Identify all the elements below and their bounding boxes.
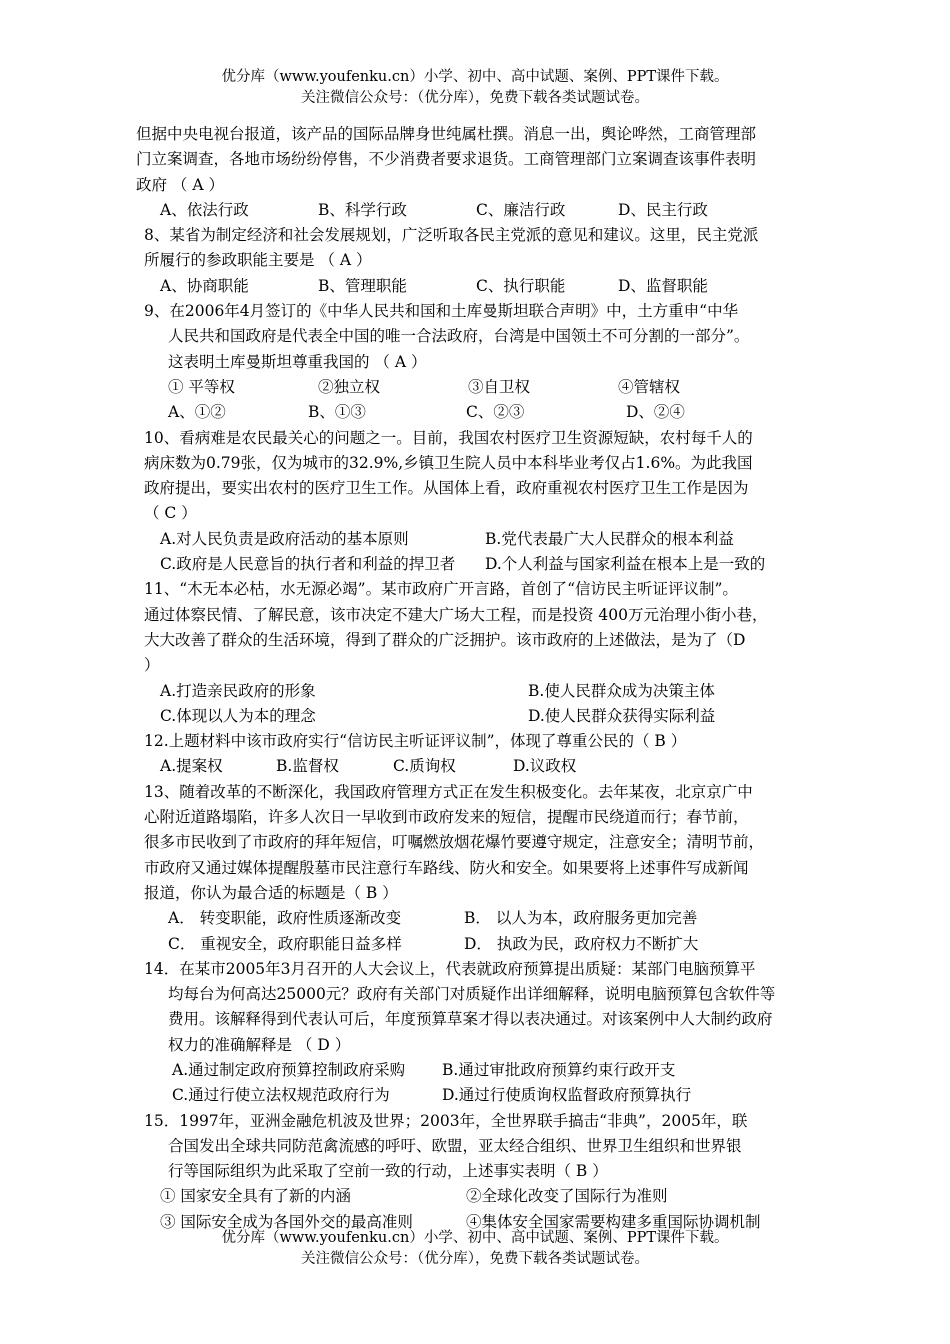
option-b: B、①③ — [308, 403, 366, 422]
header-line-1: 优分库（www.youfenku.cn）小学、初中、高中试题、案例、PPT课件下载。 — [221, 69, 729, 85]
items-row — [144, 375, 816, 400]
option-b: B.监督权 — [276, 757, 339, 776]
option-c: C． 重视安全，政府职能日益多样 — [168, 934, 402, 953]
question-text: 均每台为何高达25000元？政府有关部门对质疑作出详细解释，说明电脑预算包含软件等 — [168, 985, 776, 1004]
question-text: 政府提出，要实出农村的医疗卫生工作。从国体上看，政府重视农村医疗卫生工作是因为 — [144, 479, 749, 498]
question-text: 这表明土库曼斯坦尊重我国的 （ A ） — [168, 352, 427, 371]
option-b: B.通过审批政府预算约束行政开支 — [442, 1060, 676, 1079]
question-text: 合国发出全球共同防范禽流感的呼吁、欧盟，亚太经合组织、世界卫生组织和世界银 — [168, 1136, 742, 1155]
question-text: 门立案调查，各地市场纷纷停售，不少消费者要求退货。工商管理部门立案调查该事件表明 — [136, 150, 757, 169]
question-text: 大大改善了群众的生活环境，得到了群众的广泛拥护。该市政府的上述做法，是为了（D — [144, 630, 746, 649]
option-a: A、协商职能 — [160, 276, 249, 295]
options-row — [144, 704, 816, 729]
option-d: D． 执政为民，政府权力不断扩大 — [464, 934, 699, 953]
option-d: D.议政权 — [513, 757, 577, 776]
options-row — [144, 400, 816, 425]
question-text: 政府 （ A ） — [136, 175, 224, 194]
question-text: 但据中央电视台报道，该产品的国际品牌身世纯属杜撰。消息一出，舆论哗然，工商管理部 — [136, 125, 757, 143]
item-2: ②全球化改变了国际行为准则 — [466, 1187, 668, 1206]
option-a: A、①② — [168, 403, 226, 422]
option-a: A.对人民负责是政府活动的基本原则 — [160, 529, 409, 548]
question-8 — [144, 223, 816, 299]
question-text: 市政府又通过媒体提醒殷墓市民注意行车路线、防火和安全。如果要将上述事件写成新闻 — [144, 858, 749, 877]
options-row — [144, 906, 816, 931]
header-line-2: 关注微信公众号：（优分库），免费下载各类试题试卷。 — [301, 90, 649, 106]
question-text: 13、随着改革的不断深化，我国政府管理方式正在发生积极变化。去年某夜，北京京广中 — [144, 782, 753, 801]
question-text: 病床数为0.79张，仅为城市的32.9%,乡镇卫生院人员中本科毕业考仅占1.6%。为此我国 — [144, 453, 753, 472]
option-c: C、执行职能 — [476, 276, 566, 295]
question-9 — [144, 299, 816, 425]
option-b: B、管理职能 — [318, 276, 407, 295]
question-text: 8、某省为制定经济和社会发展规划，广泛听取各民主党派的意见和建议。这里，民主党派 — [144, 226, 759, 245]
question-11 — [144, 577, 816, 729]
options-row — [136, 198, 816, 223]
options-row — [144, 552, 816, 577]
option-a: A． 转变职能，政府性质逐渐改变 — [168, 909, 402, 928]
options-row — [144, 274, 816, 299]
item-1: ① 国家安全具有了新的内涵 — [160, 1187, 351, 1206]
option-d: D.通过行使质询权监督政府预算执行 — [442, 1086, 692, 1105]
question-text: 费用。该解释得到代表认可后，年度预算草案才得以表决通过。对该案例中人大制约政府 — [168, 1010, 773, 1029]
question-text: 15．1997年，亚洲金融危机波及世界；2003年，全世界联手搞击“非典”，2005年，联 — [144, 1111, 748, 1130]
option-c: C、②③ — [466, 403, 525, 422]
question-text: 10、看病难是农民最关心的问题之一。目前，我国农村医疗卫生资源短缺，农村每千人的 — [144, 428, 753, 447]
option-a: A.提案权 — [160, 757, 223, 776]
options-row — [144, 932, 816, 957]
question-12 — [144, 729, 816, 780]
question-text: 报道，你认为最合适的标题是（ B ） — [144, 883, 398, 902]
item-3: ③ 国际安全成为各国外交的最高准则 — [160, 1212, 413, 1231]
exam-content — [136, 122, 816, 1235]
question-text: 通过体察民情、了解民意，该市决定不建大广场大工程，而是投资 400万元治理小街小巷， — [144, 605, 768, 624]
question-15 — [144, 1109, 816, 1235]
item-4: ④集体安全国家需要构建多重国际协调机制 — [466, 1212, 761, 1231]
question-text: 12.上题材料中该市政府实行“信访民主听证评议制”，体现了尊重公民的（ B ） — [144, 732, 687, 751]
options-row — [144, 754, 816, 779]
items-row — [144, 1184, 816, 1209]
option-d: D、②④ — [626, 403, 685, 422]
options-row — [144, 527, 816, 552]
page-footer — [0, 1228, 950, 1270]
question-text: 心附近道路塌陷，许多人次日一早收到市政府发来的短信，提醒市民绕道而行；春节前， — [144, 808, 749, 827]
option-b: B.党代表最广大人民群众的根本利益 — [485, 529, 734, 548]
option-d: D、监督职能 — [618, 276, 708, 295]
option-c: C.通过行使立法权规范政府行为 — [172, 1086, 390, 1105]
option-a: A、依法行政 — [160, 200, 249, 219]
question-7 — [136, 122, 816, 223]
option-b: B． 以人为本，政府服务更加完善 — [464, 909, 698, 928]
question-14 — [144, 957, 816, 1109]
option-a: A.打造亲民政府的形象 — [160, 681, 316, 700]
option-d: D、民主行政 — [618, 200, 708, 219]
option-d: D.使人民群众获得实际利益 — [528, 706, 716, 725]
question-text: 11、“木无本必枯，水无源必竭”。某市政府广开言路，首创了“信访民主听证评议制”。 — [144, 580, 738, 599]
question-text: 14．在某市2005年3月召开的人大会议上，代表就政府预算提出质疑：某部门电脑预算平 — [144, 959, 756, 978]
option-b: B.使人民群众成为决策主体 — [528, 681, 715, 700]
options-row — [144, 1058, 816, 1083]
question-text: 很多市民收到了市政府的拜年短信，叮嘱燃放烟花爆竹要遵守规定，注意安全；清明节前， — [144, 833, 765, 852]
question-text: 权力的准确解释是 （ D ） — [168, 1035, 351, 1054]
question-text: 人民共和国政府是代表全中国的唯一合法政府，台湾是中国领土不可分割的一部分”。 — [168, 327, 750, 346]
footer-line-2: 关注微信公众号：（优分库），免费下载各类试题试卷。 — [301, 1251, 649, 1267]
options-row — [144, 679, 816, 704]
option-c: C、廉洁行政 — [476, 200, 566, 219]
option-a: A.通过制定政府预算控制政府采购 — [172, 1060, 406, 1079]
question-text: 所履行的参政职能主要是 （ A ） — [144, 251, 372, 270]
item-3: ③自卫权 — [468, 377, 531, 396]
footer-line-1: 优分库（www.youfenku.cn）小学、初中、高中试题、案例、PPT课件下载。 — [221, 1230, 729, 1246]
question-text: 行等国际组织为此采取了空前一致的行动，上述事实表明（ B ） — [168, 1162, 608, 1181]
options-row — [144, 1083, 816, 1108]
page-header — [0, 67, 950, 109]
question-13 — [144, 780, 816, 957]
option-c: C.体现以人为本的理念 — [160, 706, 316, 725]
option-b: B、科学行政 — [318, 200, 407, 219]
option-c: C.质询权 — [393, 757, 456, 776]
item-2: ②独立权 — [318, 377, 381, 396]
question-10 — [144, 426, 816, 578]
question-text: ） — [144, 656, 160, 675]
question-text: 9、在2006年4月签订的《中华人民共和国和土库曼斯坦联合声明》中，土方重申“中华 — [144, 302, 739, 321]
item-4: ④管辖权 — [618, 377, 681, 396]
item-1: ① 平等权 — [168, 377, 235, 396]
question-text: （ C ） — [144, 504, 197, 523]
option-c: C.政府是人民意旨的执行者和利益的捍卫者 — [160, 555, 456, 574]
option-d: D.个人利益与国家利益在根本上是一致的 — [485, 555, 766, 574]
